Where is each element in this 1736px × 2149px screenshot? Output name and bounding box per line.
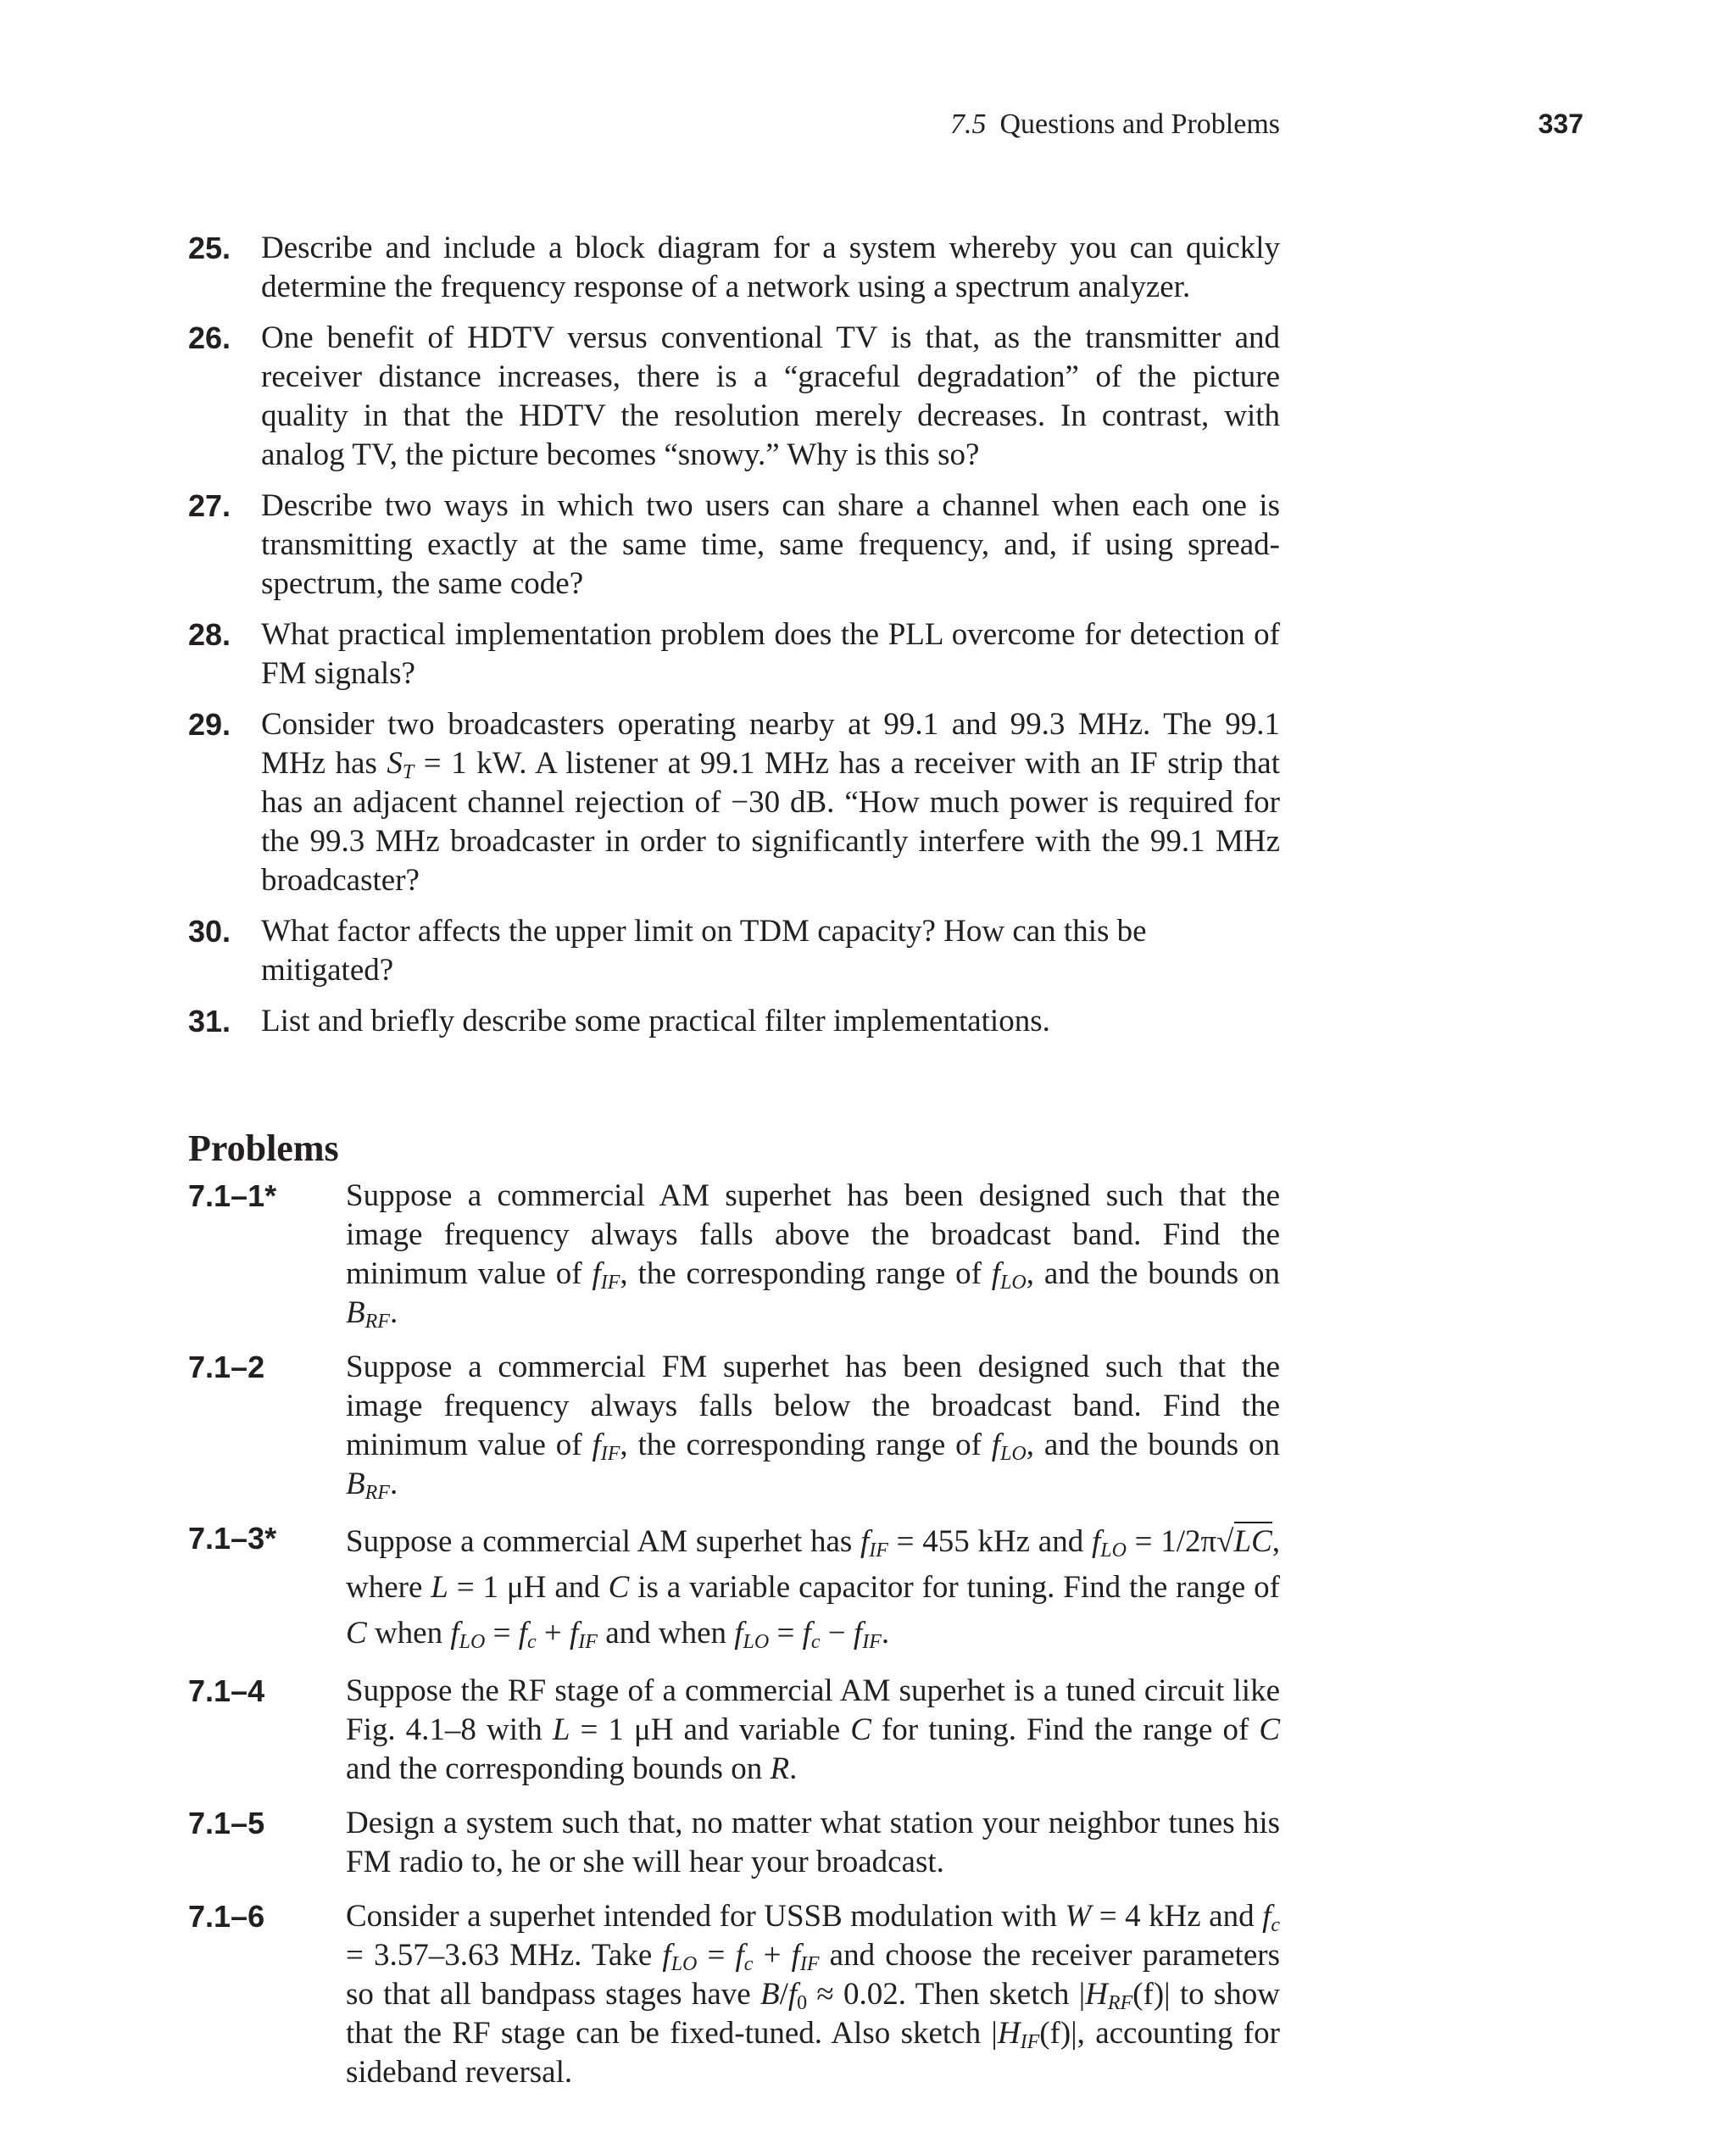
symbol: f [570,1616,579,1651]
symbol: f [592,1256,601,1291]
text-run: (f)|, accounting for sideband reversal. [346,2016,1280,2090]
subscript: LO [459,1631,486,1653]
text-run: . [789,1751,798,1786]
problem-number: 7.1–4 [188,1673,265,1708]
problem-7-1-4 [188,1672,1280,1789]
text-run: and choose the receiver parameters so that all bandpass stages have [346,1938,1280,2012]
text-run: − [820,1616,854,1651]
text-run: + [536,1616,570,1651]
symbol: f [450,1616,459,1651]
problem-text [346,1519,1280,1656]
text-run: . [389,1467,398,1501]
symbol: f [734,1616,743,1651]
question-25 [188,229,1280,307]
question-number: 30. [188,914,231,949]
subscript: IF [869,1539,888,1562]
sqrt-argument: LC [1234,1522,1272,1559]
question-31 [188,1002,1280,1041]
question-text: Describe and include a block diagram for a system whereby you can quickly determine the frequency response of a network using a spectrum analyzer. [261,231,1280,304]
text-run: , and the bounds on [1026,1256,1280,1291]
problem-7-1-6 [188,1897,1280,2092]
symbol: B [346,1295,365,1330]
text-run: . [389,1295,398,1330]
symbol: f [518,1616,527,1651]
text-run: is a variable capacitor for tuning. Find the range of [629,1570,1280,1605]
question-number: 26. [188,320,231,355]
text-run: + [753,1938,792,1973]
section-number: 7.5 [949,109,987,140]
subscript: RF [364,1482,390,1504]
question-text: List and briefly describe some practical filter implementations. [261,1004,1050,1038]
text-run: Consider a superhet intended for USSB modulation with [346,1899,1066,1934]
symbol: C [346,1616,367,1651]
problem-text [346,1897,1280,2092]
page-content [188,229,1280,2107]
subscript: LO [670,1953,698,1975]
problem-text [346,1177,1280,1333]
subscript: IF [1020,2031,1040,2053]
symbol: C [1259,1712,1281,1747]
text-run: , and the bounds on [1026,1428,1280,1462]
symbol: B [346,1467,365,1501]
symbol: f [802,1616,811,1651]
symbol: B [760,1977,780,2012]
text-run: ≈ 0.02. Then sketch | [807,1977,1086,2012]
question-30 [188,912,1280,990]
symbol: f [787,1977,798,2012]
symbol: C [850,1712,871,1747]
running-header [0,109,1736,151]
section-title: Questions and Problems [999,109,1280,140]
text-run: Suppose a commercial FM superhet has been designed such that the image frequency always falls below the broadcast band. Find the minimum value of [346,1350,1280,1462]
subscript: IF [862,1631,882,1653]
question-26 [188,319,1280,475]
subscript: c [810,1631,821,1653]
symbol: H [1085,1977,1108,2012]
symbol: f [853,1616,863,1651]
text-run: = 1 μH and variable [570,1712,851,1747]
text-run: = [485,1616,519,1651]
text-run: and the corresponding bounds on [346,1751,771,1786]
symbol: / [779,1977,788,2012]
problem-7-1-1 [188,1177,1280,1333]
symbol: H [997,2016,1021,2051]
question-text: Describe two ways in which two users can share a channel when each one is transmitting exactly at the same time, same frequency, and, if using spread-spectrum, the same code? [261,488,1280,601]
subscript: IF [600,1443,620,1465]
problem-number: 7.1–3* [188,1521,277,1556]
subscript: T [402,761,415,783]
subscript: RF [1107,1992,1133,2014]
symbol: f [1262,1899,1271,1934]
subscript: c [743,1953,754,1975]
problems-heading: Problems [188,1127,339,1169]
text-run: = 455 kHz and [887,1524,1092,1559]
text-run: = 1 kW. A listener at 99.1 MHz has a receiver with an IF strip that has an adjacent channel rejection of −30 dB. “How much power is required for the 99.3 MHz broadcaster in order to significantly interfere with the 99.1 MHz broadcaster? [261,746,1280,898]
subscript: RF [364,1311,390,1333]
problem-number: 7.1–1* [188,1178,277,1213]
problem-number: 7.1–5 [188,1806,265,1840]
page-number: 337 [1538,109,1583,139]
problem-text [346,1348,1280,1504]
subscript: c [1271,1914,1280,1936]
question-text: What factor affects the upper limit on TDM capacity? How can this be mitigated? [261,914,1147,988]
question-text: One benefit of HDTV versus conventional TV is that, as the transmitter and receiver distance increases, there is a “graceful degradation” of the picture quality in that the HDTV the resolution merely decreases. In contrast, with analog TV, the picture becomes “snowy.” Why is this so? [261,320,1280,472]
text-run: , where [346,1524,1281,1605]
text-run: = 4 kHz and [1091,1899,1263,1934]
problem-7-1-3 [188,1519,1280,1656]
text-run: = 1/2π√ [1126,1524,1234,1559]
text-run: when [366,1616,451,1651]
text-run: Suppose the RF stage of a commercial AM superhet is a tuned circuit like Fig. 4.1–8 with [346,1673,1280,1747]
subscript: LO [1100,1539,1127,1562]
symbol: f [791,1938,800,1973]
symbol: f [735,1938,744,1973]
problem-number: 7.1–6 [188,1899,265,1934]
subscript: c [526,1631,537,1653]
subscript: LO [1000,1272,1027,1294]
text-run: Suppose a commercial AM superhet has been designed such that the image frequency always falls above the broadcast band. Find the minimum value of [346,1178,1280,1291]
text-run: Suppose a commercial AM superhet has [346,1524,860,1559]
question-text [261,705,1280,900]
text-run: (f)| to show that the RF stage can be fixed-tuned. Also sketch | [346,1977,1280,2051]
question-28 [188,615,1280,693]
symbol: f [662,1938,671,1973]
problem-number: 7.1–2 [188,1350,265,1384]
problem-text: Design a system such that, no matter what station your neighbor tunes his FM radio to, he or she will hear your broadcast. [346,1806,1280,1879]
subscript: LO [1000,1443,1027,1465]
text-run: = [697,1938,736,1973]
text-run: , the corresponding range of [620,1428,992,1462]
question-number: 31. [188,1004,231,1038]
symbol: f [860,1524,870,1559]
question-number: 28. [188,617,231,652]
symbol: f [592,1428,601,1462]
symbol: W [1065,1899,1092,1934]
symbol: C [608,1570,630,1605]
symbol: f [991,1428,1001,1462]
text-run: Consider two broadcasters operating nearby at 99.1 and 99.3 MHz. The 99.1 MHz has [261,707,1280,781]
subscript: 0 [797,1992,808,2014]
text-run: , the corresponding range of [620,1256,992,1291]
symbol: R [770,1751,790,1786]
text-run: and when [597,1616,735,1651]
question-number: 29. [188,707,231,742]
subscript: IF [600,1272,620,1294]
text-run: for tuning. Find the range of [871,1712,1260,1747]
question-27 [188,487,1280,604]
symbol: S [387,746,403,781]
problem-text [346,1672,1280,1789]
problem-7-1-2 [188,1348,1280,1504]
question-29 [188,705,1280,900]
text-run: = 3.57–3.63 MHz. Take [346,1938,663,1973]
symbol: L [431,1570,448,1605]
symbol: f [991,1256,1001,1291]
question-number: 27. [188,488,231,523]
running-head [950,109,1280,141]
subscript: LO [743,1631,770,1653]
problem-7-1-5 [188,1804,1280,1882]
text-run: . [881,1616,890,1651]
text-run: = [769,1616,803,1651]
question-number: 25. [188,231,231,265]
symbol: L [552,1712,570,1747]
text-run: = 1 μH and [448,1570,609,1605]
subscript: IF [799,1953,820,1975]
subscript: IF [578,1631,598,1653]
symbol: f [1091,1524,1101,1559]
question-text: What practical implementation problem does the PLL overcome for detection of FM signals? [261,617,1280,691]
